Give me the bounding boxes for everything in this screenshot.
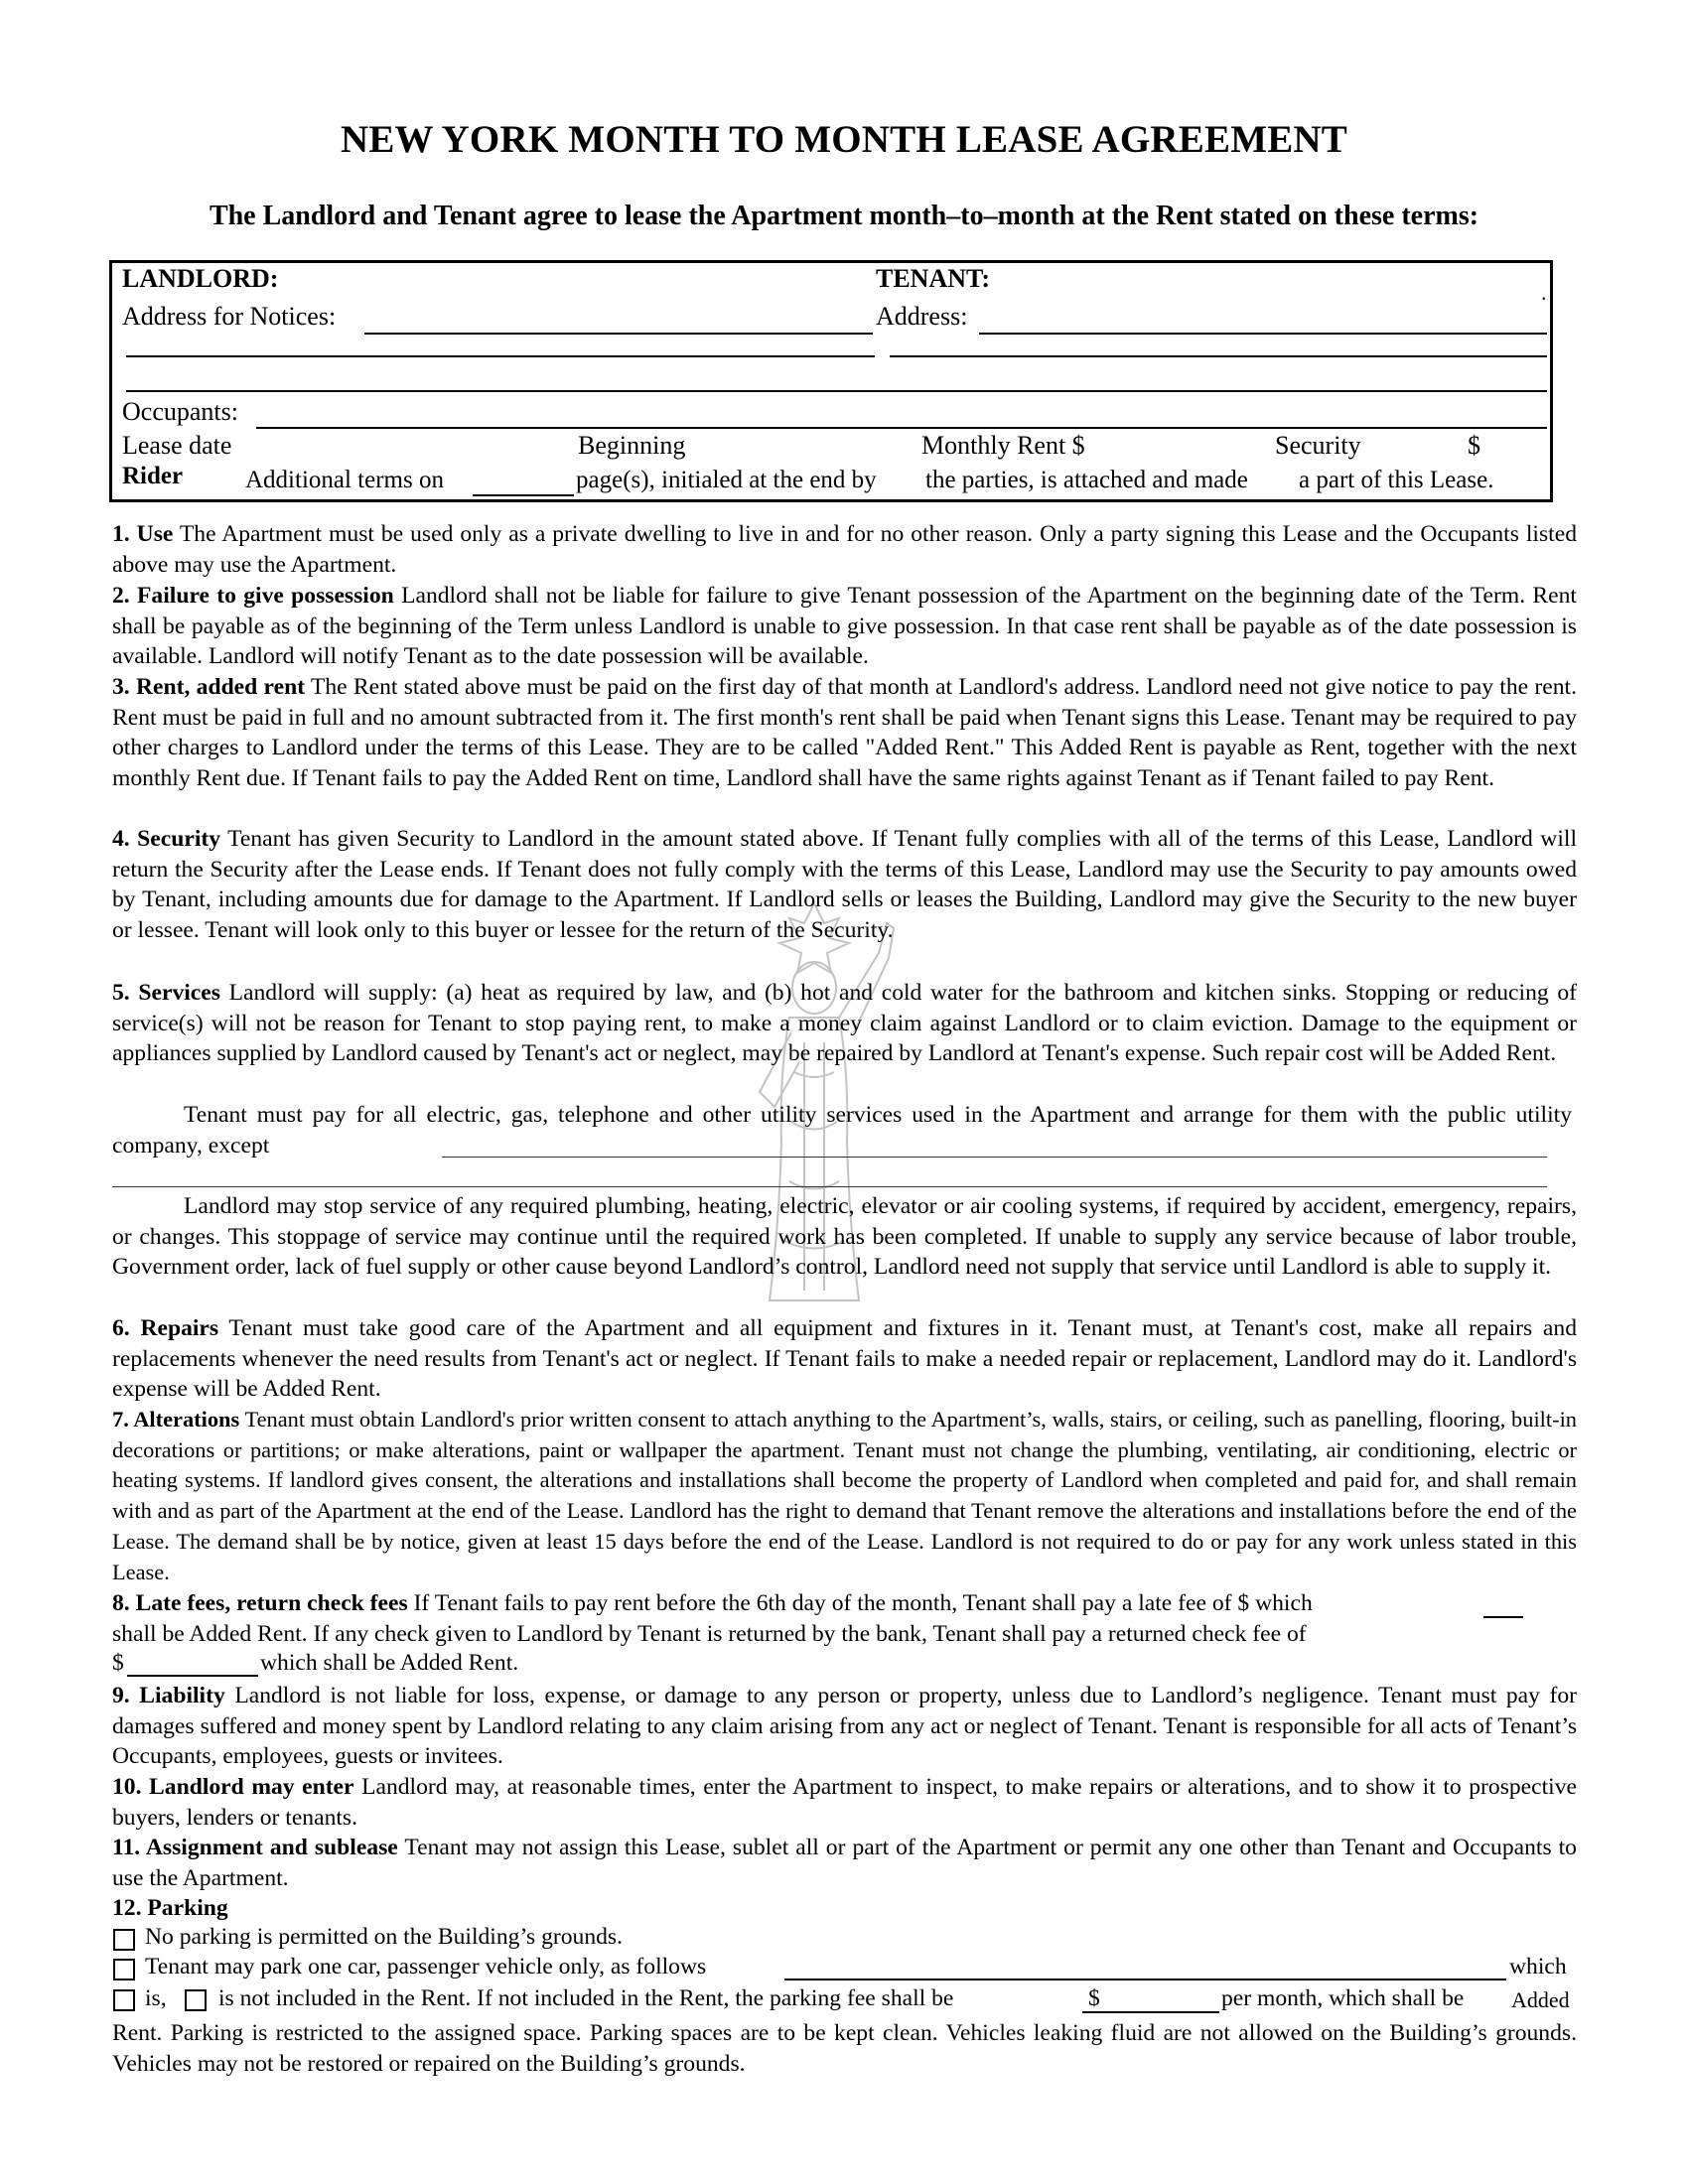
rider-text-2: page(s), initialed at the end by [576,467,877,493]
section-7-heading: 7. Alterations [112,1407,240,1432]
parking-per-month: per month, which shall be [1221,1985,1465,2011]
parking-added: Added [1511,1987,1570,2012]
landlord-address-line-2[interactable] [126,355,875,357]
section-8-heading: 8. Late fees, return check fees [112,1590,408,1616]
rider-label: Rider [122,463,184,489]
section-10-text: Landlord may, at reasonable times, enter the Apartment to inspect, to make repairs or alterations, and to show it to prospective buyers, lenders or tenants. [112,1774,1577,1831]
one-car-checkbox[interactable] [113,1959,135,1980]
no-parking-label: No parking is permitted on the Building’s grounds. [145,1924,624,1950]
section-12-tail [112,2018,1577,2079]
monthly-rent-label: Monthly Rent $ [921,431,1085,460]
rider-text-4: a part of this Lease. [1299,467,1494,493]
document-subtitle: The Landlord and Tenant agree to lease the Apartment month–to–month at the Rent stated on these terms: [209,201,1479,231]
utility-exception-field[interactable] [442,1157,1547,1158]
security-dollar: $ [1468,431,1480,460]
lease-date-label: Lease date [122,431,232,460]
section-3-text: The Rent stated above must be paid on the first day of that month at Landlord's address. Landlord need not give notice to pay the rent. Rent must be paid in full and no amount subtracted from it. The first month's rent shall be paid when Tenant signs this Lease. Tenant may be required to pay other charges to Landlord under the terms of this Lease. They are to be called "Added Rent." This Added Rent is payable as Rent, together with the next monthly Rent due. If Tenant fails to pay the Added Rent on time, Landlord shall have the same rights against Tenant as if Tenant failed to pay Rent. [112,674,1577,792]
section-9-heading: 9. Liability [112,1683,225,1708]
section-1-heading: 1. Use [112,521,174,547]
section-9 [112,1681,1577,1772]
parking-fee-dollar: $ [1088,1985,1100,2011]
corner-dot: . [1541,280,1547,305]
section-1 [112,519,1577,580]
section-6-heading: 6. Repairs [112,1315,219,1341]
section-2 [112,581,1577,672]
parking-included-checkbox[interactable] [113,1989,135,2011]
rider-text-3: the parties, is attached and made [925,467,1248,493]
parking-details-field[interactable] [784,1979,1506,1980]
section-3 [112,672,1577,794]
security-label: Security [1275,431,1361,460]
no-parking-checkbox[interactable] [113,1929,135,1951]
section-4-text: Tenant has given Security to Landlord in the amount stated above. If Tenant fully complies with all of the terms of this Lease, Landlord will return the Security after the Lease ends. If Tenant does not fully comply with the terms of this Lease, Landlord may use the Security to pay amounts owed by Tenant, including amounts due for damage to the Apartment. If Landlord sells or leases the Building, Landlord may give the Security to the new buyer or lessee. Tenant will look only to this buyer or lessee for the return of the Security. [112,826,1577,944]
address-notices-label: Address for Notices: [122,302,337,331]
section-5-utilities-text: Tenant must pay for all electric, gas, telephone and other utility services used in the Apartment and arrange for them with the public utility company, except [112,1102,1572,1159]
return-check-dollar: $ [112,1650,124,1676]
section-5-stoppage [112,1191,1577,1283]
section-3-heading: 3. Rent, added rent [112,674,306,700]
section-8-text-3: which shall be Added Rent. [260,1650,519,1676]
rider-pages-field[interactable] [473,494,574,496]
section-5-heading: 5. Services [112,980,220,1006]
address-notices-field[interactable] [364,333,873,335]
utility-exception-field-2[interactable] [112,1186,1547,1187]
landlord-label: LANDLORD: [122,264,279,293]
late-fee-field[interactable] [1483,1616,1523,1618]
section-11-heading: 11. Assignment and sublease [112,1835,398,1860]
tenant-address-line-2[interactable] [890,355,1547,357]
section-7 [112,1405,1577,1587]
section-6 [112,1313,1577,1405]
section-4 [112,824,1577,946]
return-check-fee-field[interactable] [127,1675,258,1677]
section-10-heading: 10. Landlord may enter [112,1774,354,1800]
tenant-address-label: Address: [876,302,968,331]
parking-not-included-checkbox[interactable] [185,1989,207,2011]
address-line-3[interactable] [126,390,1547,392]
parking-fee-field[interactable] [1082,2011,1219,2013]
tenant-address-field[interactable] [979,333,1547,335]
section-8-text-2: shall be Added Rent. If any check given to Landlord by Tenant is returned by the bank, Tenant shall pay a returned check fee of [112,1621,1307,1647]
section-6-text: Tenant must take good care of the Apartment and all equipment and fixtures in it. Tenant must, at Tenant's cost, make all repairs and replacements whenever the need results from Tenant's act or neglect. If Tenant fails to make a needed repair or replacement, Landlord may do it. Landlord's expense will be Added Rent. [112,1315,1578,1403]
section-12-tail-text: Rent. Parking is restricted to the assigned space. Parking spaces are to be kept clean. Vehicles leaking fluid are not allowed on the Building’s grounds. Vehicles may not be restored or repaired on the Building’s grounds. [112,2020,1577,2077]
section-4-heading: 4. Security [112,826,221,852]
section-11-text: Tenant may not assign this Lease, sublet all or part of the Apartment or permit any one other than Tenant and Occupants to use the Apartment. [112,1835,1577,1891]
section-5-text: Landlord will supply: (a) heat as required by law, and (b) hot and cold water for the bathroom and kitchen sinks. Stopping or reducing of service(s) will not be reason for Tenant to stop paying rent, to make a money claim against Landlord or to claim eviction. Damage to the equipment or appliances supplied by Landlord caused by Tenant's act or neglect, may be repaired by Landlord at Tenant's expense. Such repair cost will be Added Rent. [112,980,1578,1067]
parking-which: which [1509,1954,1567,1979]
one-car-label: Tenant may park one car, passenger vehicle only, as follows [145,1954,707,1979]
section-7-text: Tenant must obtain Landlord's prior written consent to attach anything to the Apartment’s, walls, stairs, or ceiling, such as panelling, flooring, built-in decorations or partitions; or make alterations, paint or wallpaper the apartment. Tenant must not change the plumbing, ventilating, air conditioning, electric or heating systems. If landlord gives consent, the alterations and installations shall become the property of Landlord when completed and paid for, and shall remain with and as part of the Apartment at the end of the Lease. Landlord has the right to demand that Tenant remove the alterations and installations before the end of the Lease. The demand shall be by notice, given at least 15 days before the end of the Lease. Landlord is not required to do or pay for any work unless stated in this Lease. [112,1407,1577,1584]
section-5 [112,978,1577,1069]
section-8-text: If Tenant fails to pay rent before the 6th day of the month, Tenant shall pay a late fee of $ which [407,1590,1313,1616]
section-2-heading: 2. Failure to give possession [112,583,394,609]
parking-not-included-label: is not included in the Rent. If not included in the Rent, the parking fee shall be [218,1985,954,2011]
tenant-label: TENANT: [876,264,991,293]
section-5-utilities [112,1100,1572,1160]
occupants-field[interactable] [256,427,1547,429]
occupants-label: Occupants: [122,397,238,426]
section-10 [112,1772,1577,1833]
section-5-stoppage-text: Landlord may stop service of any required plumbing, heating, electric, elevator or air cooling systems, if required by accident, emergency, repairs, or changes. This stoppage of service may continue until the required work has been completed. If unable to supply any service because of labor trouble, Government order, lack of fuel supply or other cause beyond Landlord’s control, Landlord need not supply that service until Landlord is able to supply it. [112,1193,1577,1281]
section-12-heading: 12. Parking [112,1895,228,1921]
section-11 [112,1833,1577,1893]
section-8-line-2 [112,1619,1577,1650]
section-8 [112,1588,1577,1619]
section-1-text: The Apartment must be used only as a private dwelling to live in and for no other reason. Only a party signing this Lease and the Occupants listed above may use the Apartment. [112,521,1577,578]
rider-text-1: Additional terms on [245,467,444,493]
document-title: NEW YORK MONTH TO MONTH LEASE AGREEMENT [340,118,1347,161]
section-2-text: Landlord shall not be liable for failure to give Tenant possession of the Apartment on the beginning date of the Term. Rent shall be payable as of the beginning of the Term unless Landlord is unable to give possession. In that case rent shall be payable as of the date possession is available. Landlord will notify Tenant as to the date possession will be available. [112,583,1577,670]
beginning-label: Beginning [578,431,686,460]
parking-is-label: is, [145,1985,167,2011]
section-9-text: Landlord is not liable for loss, expense, or damage to any person or property, unless due to Landlord’s negligence. Tenant must pay for damages suffered and money spent by Landlord relating to any claim arising from any act or neglect of Tenant. Tenant is responsible for all acts of Tenant’s Occupants, employees, guests or invitees. [112,1683,1577,1770]
